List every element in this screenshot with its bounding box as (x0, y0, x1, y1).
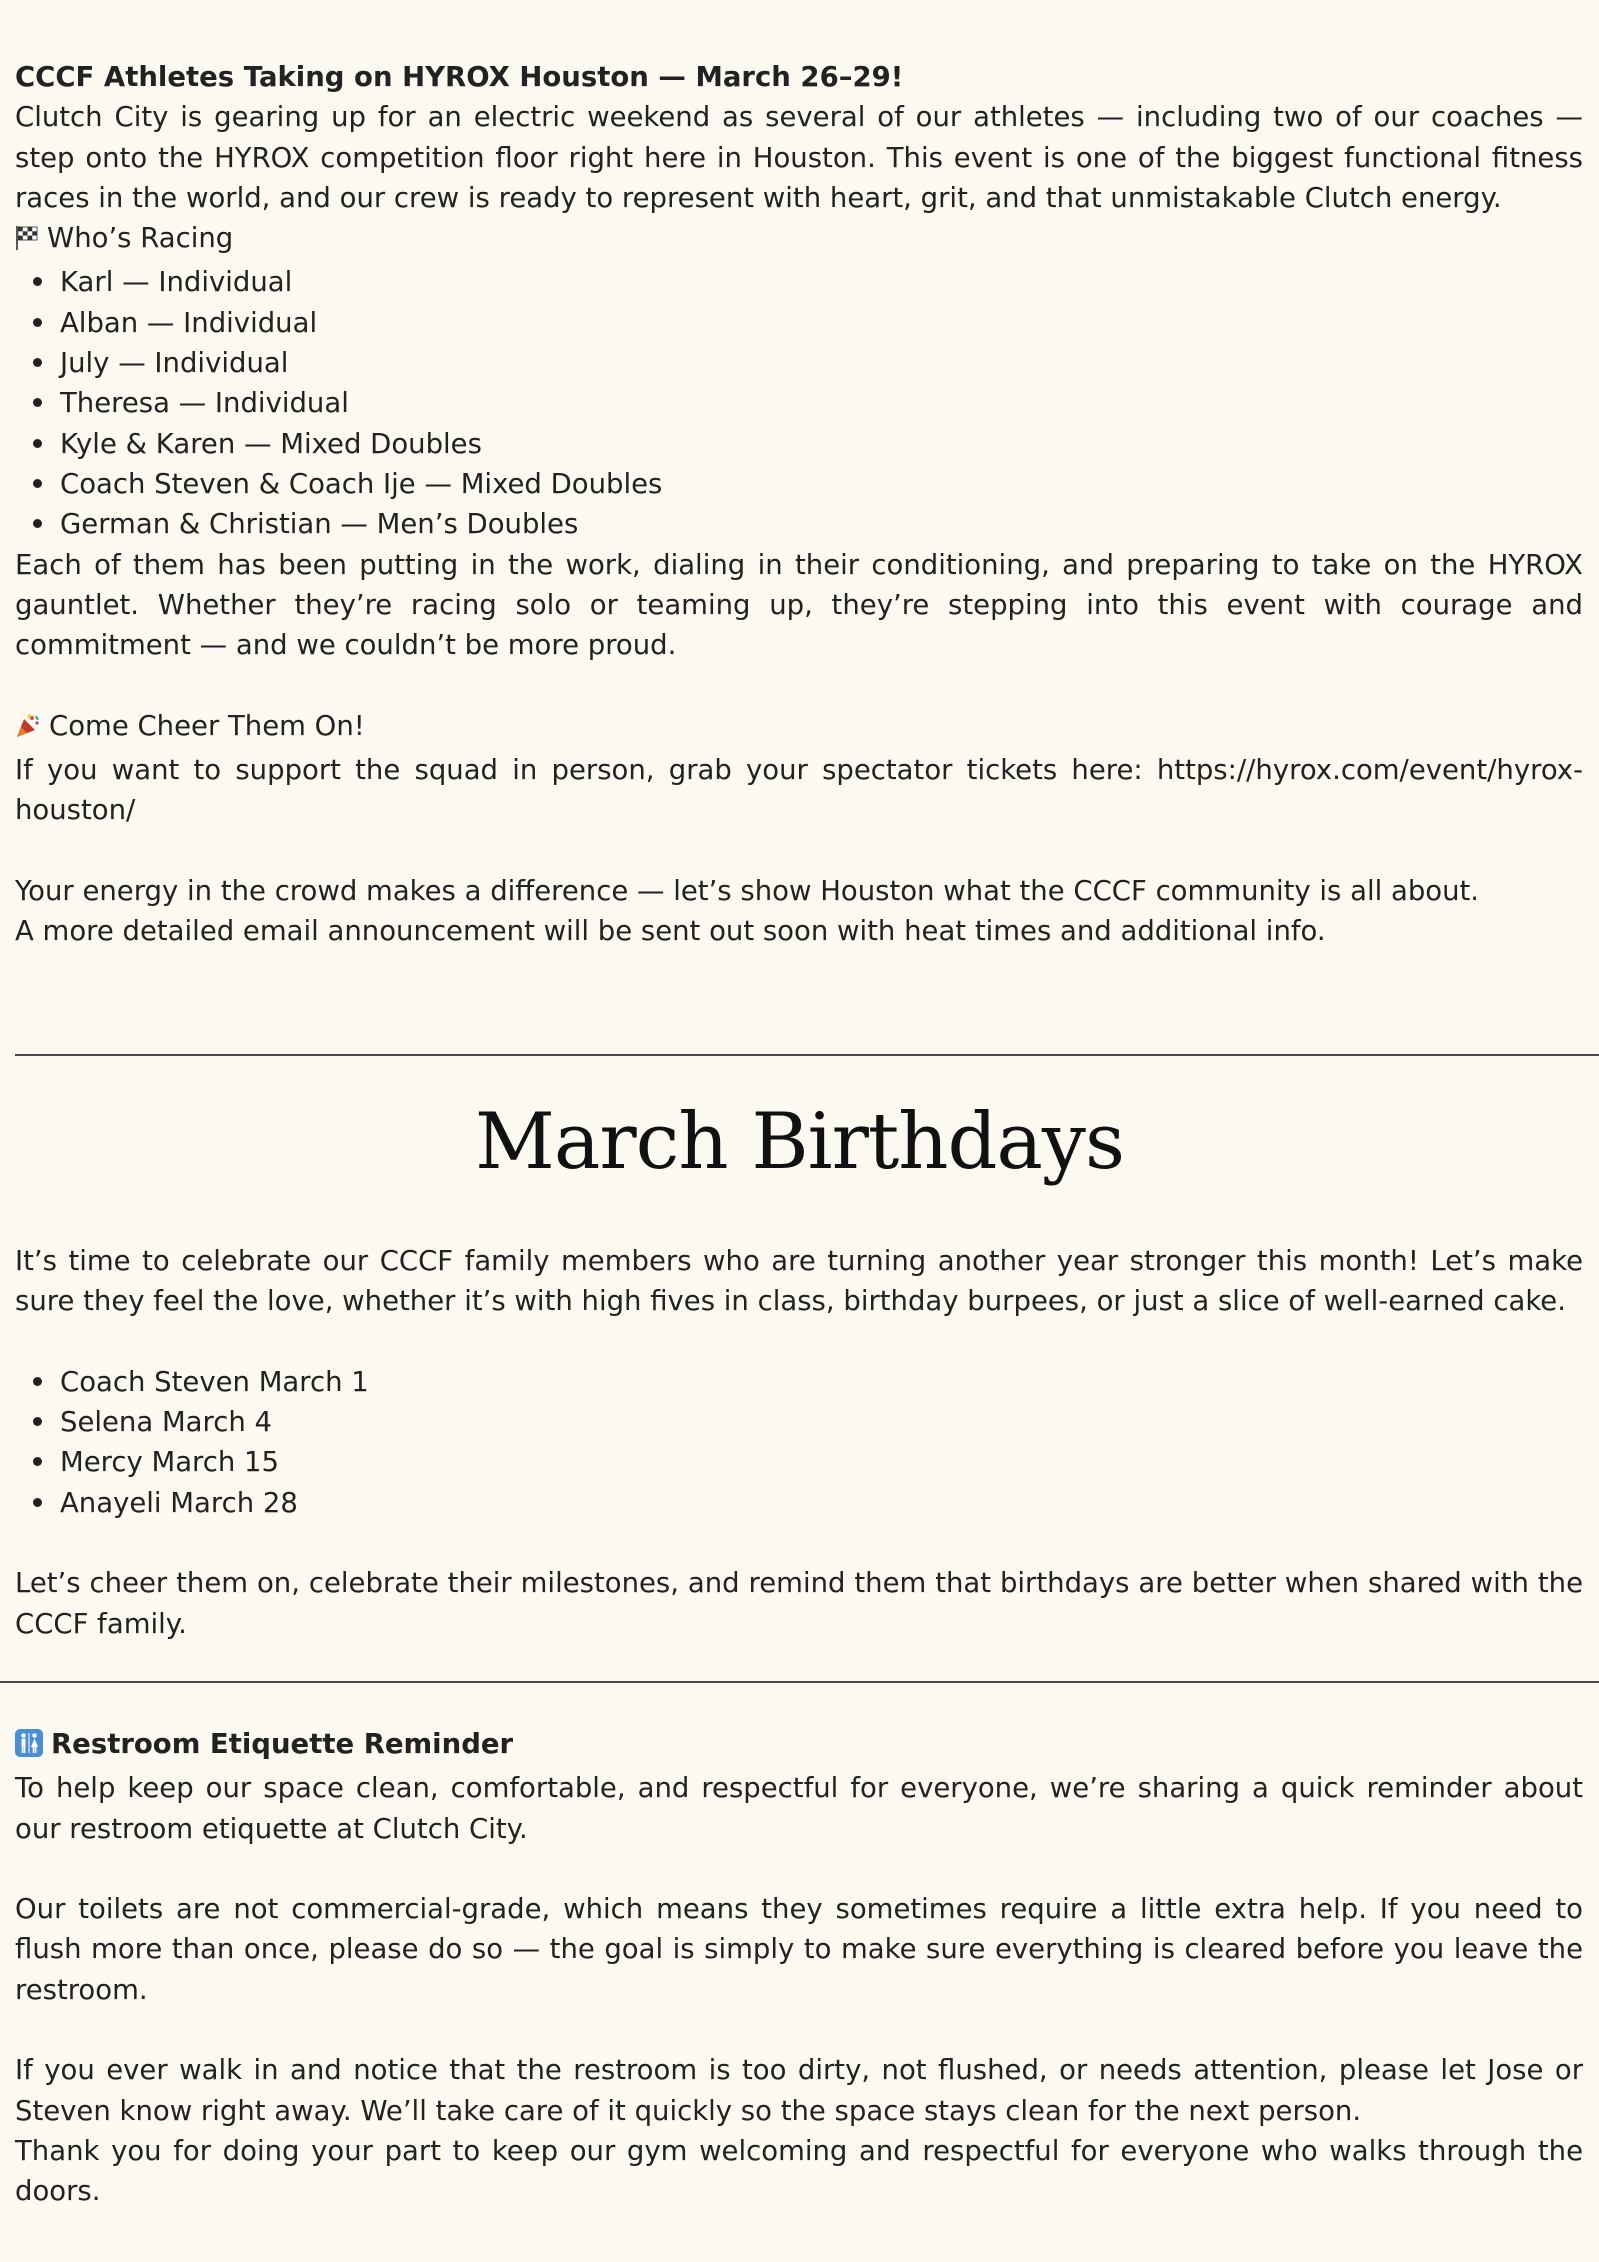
tickets-text: If you want to support the squad in person, grab your spectator tickets here: https://hyrox.com/event/hyrox-houston/ (15, 754, 1583, 827)
restroom-heading-line (15, 1724, 1583, 1768)
restroom-intro: To help keep our space clean, comfortable, and respectful for everyone, we’re sharing a quick reminder about our restroom etiquette at Clutch City. (15, 1772, 1583, 1845)
spacer (15, 1523, 1583, 1563)
restroom-attention: If you ever walk in and notice that the restroom is too dirty, not flushed, or needs attention, please let Jose or Steven know right away. We’ll take care of it quickly so the space stays clean for the next person. (15, 2054, 1583, 2127)
bullet-icon (33, 358, 42, 367)
restroom-sign-icon (15, 1728, 43, 1768)
email-note: A more detailed email announcement will be sent out soon with heat times and additional info. (15, 915, 1326, 948)
bullet-icon (33, 519, 42, 528)
spacer (15, 1849, 1583, 1889)
birthdays-title: March Birthdays (474, 1097, 1125, 1187)
list-item: Kyle & Karen — Mixed Doubles (60, 424, 1583, 464)
list-item: Alban — Individual (60, 303, 1583, 343)
list-item: Karl — Individual (60, 262, 1583, 302)
list-item: Coach Steven & Coach Ije — Mixed Doubles (60, 464, 1583, 504)
whos-racing-line (15, 218, 1583, 262)
hyrox-closing: Each of them has been putting in the work, dialing in their conditioning, and preparing to take on the HYROX gauntlet. Whether they’re racing solo or teaming up, they’re stepping into this event with courage and commitment — and we couldn’t be more proud. (15, 548, 1583, 662)
restroom-section (15, 1724, 1583, 2212)
birthdays-closing: Let’s cheer them on, celebrate their milestones, and remind them that birthdays are better when shared with the CCCF family. (15, 1567, 1583, 1640)
restroom-heading: Restroom Etiquette Reminder (51, 1728, 514, 1760)
bullet-icon (33, 318, 42, 327)
list-item: Theresa — Individual (60, 383, 1583, 423)
party-popper-icon (15, 710, 41, 750)
spacer (15, 1322, 1583, 1362)
section-divider (15, 1054, 1599, 1056)
bullet-icon (33, 479, 42, 488)
bullet-icon (33, 439, 42, 448)
energy-text: Your energy in the crowd makes a difference — let’s show Houston what the CCCF community is all about. (15, 874, 1480, 907)
hyrox-heading: CCCF Athletes Taking on HYROX Houston — March 26–29! (15, 61, 904, 93)
hyrox-section (15, 57, 1583, 952)
birthdays-intro: It’s time to celebrate our CCCF family members who are turning another year stronger this month! Let’s make sure they feel the love, whether it’s with high fives in class, birthday burpees, or just a slice of well-earned cake. (15, 1245, 1583, 1318)
hyrox-intro: Clutch City is gearing up for an electric weekend as several of our athletes — including two of our coaches — step onto the HYROX competition floor right here in Houston. This event is one of the biggest functional fitness races in the world, and our crew is ready to represent with heart, grit, and that unmistakable Clutch energy. (15, 101, 1583, 214)
list-item: Mercy March 15 (60, 1442, 1583, 1482)
checkered-flag-icon (15, 222, 39, 262)
spacer (15, 831, 1583, 871)
birthdays-section (15, 1241, 1583, 1644)
restroom-toilets: Our toilets are not commercial-grade, which means they sometimes require a little extra help. If you need to flush more than once, please do so — the goal is simply to make sure everything is cleared before you leave the restroom. (15, 1893, 1583, 2006)
racers-list (15, 262, 1583, 544)
whos-racing-label: Who’s Racing (47, 222, 234, 255)
bullet-icon (33, 1457, 42, 1466)
bullet-icon (33, 1377, 42, 1386)
section-divider (0, 1681, 1599, 1683)
birthdays-list (15, 1362, 1583, 1523)
bullet-icon (33, 1498, 42, 1507)
bullet-icon (33, 398, 42, 407)
list-item: July — Individual (60, 343, 1583, 383)
cheer-line (15, 706, 1583, 750)
restroom-thanks: Thank you for doing your part to keep our gym welcoming and respectful for everyone who walks through the doors. (15, 2134, 1583, 2208)
list-item: Anayeli March 28 (60, 1483, 1583, 1523)
spacer (15, 665, 1583, 705)
bullet-icon (33, 1417, 42, 1426)
spacer (15, 2010, 1583, 2050)
list-item: Coach Steven March 1 (60, 1362, 1583, 1402)
cheer-label: Come Cheer Them On! (49, 709, 365, 742)
list-item: Selena March 4 (60, 1402, 1583, 1442)
list-item: German & Christian — Men’s Doubles (60, 504, 1583, 544)
bullet-icon (33, 277, 42, 286)
